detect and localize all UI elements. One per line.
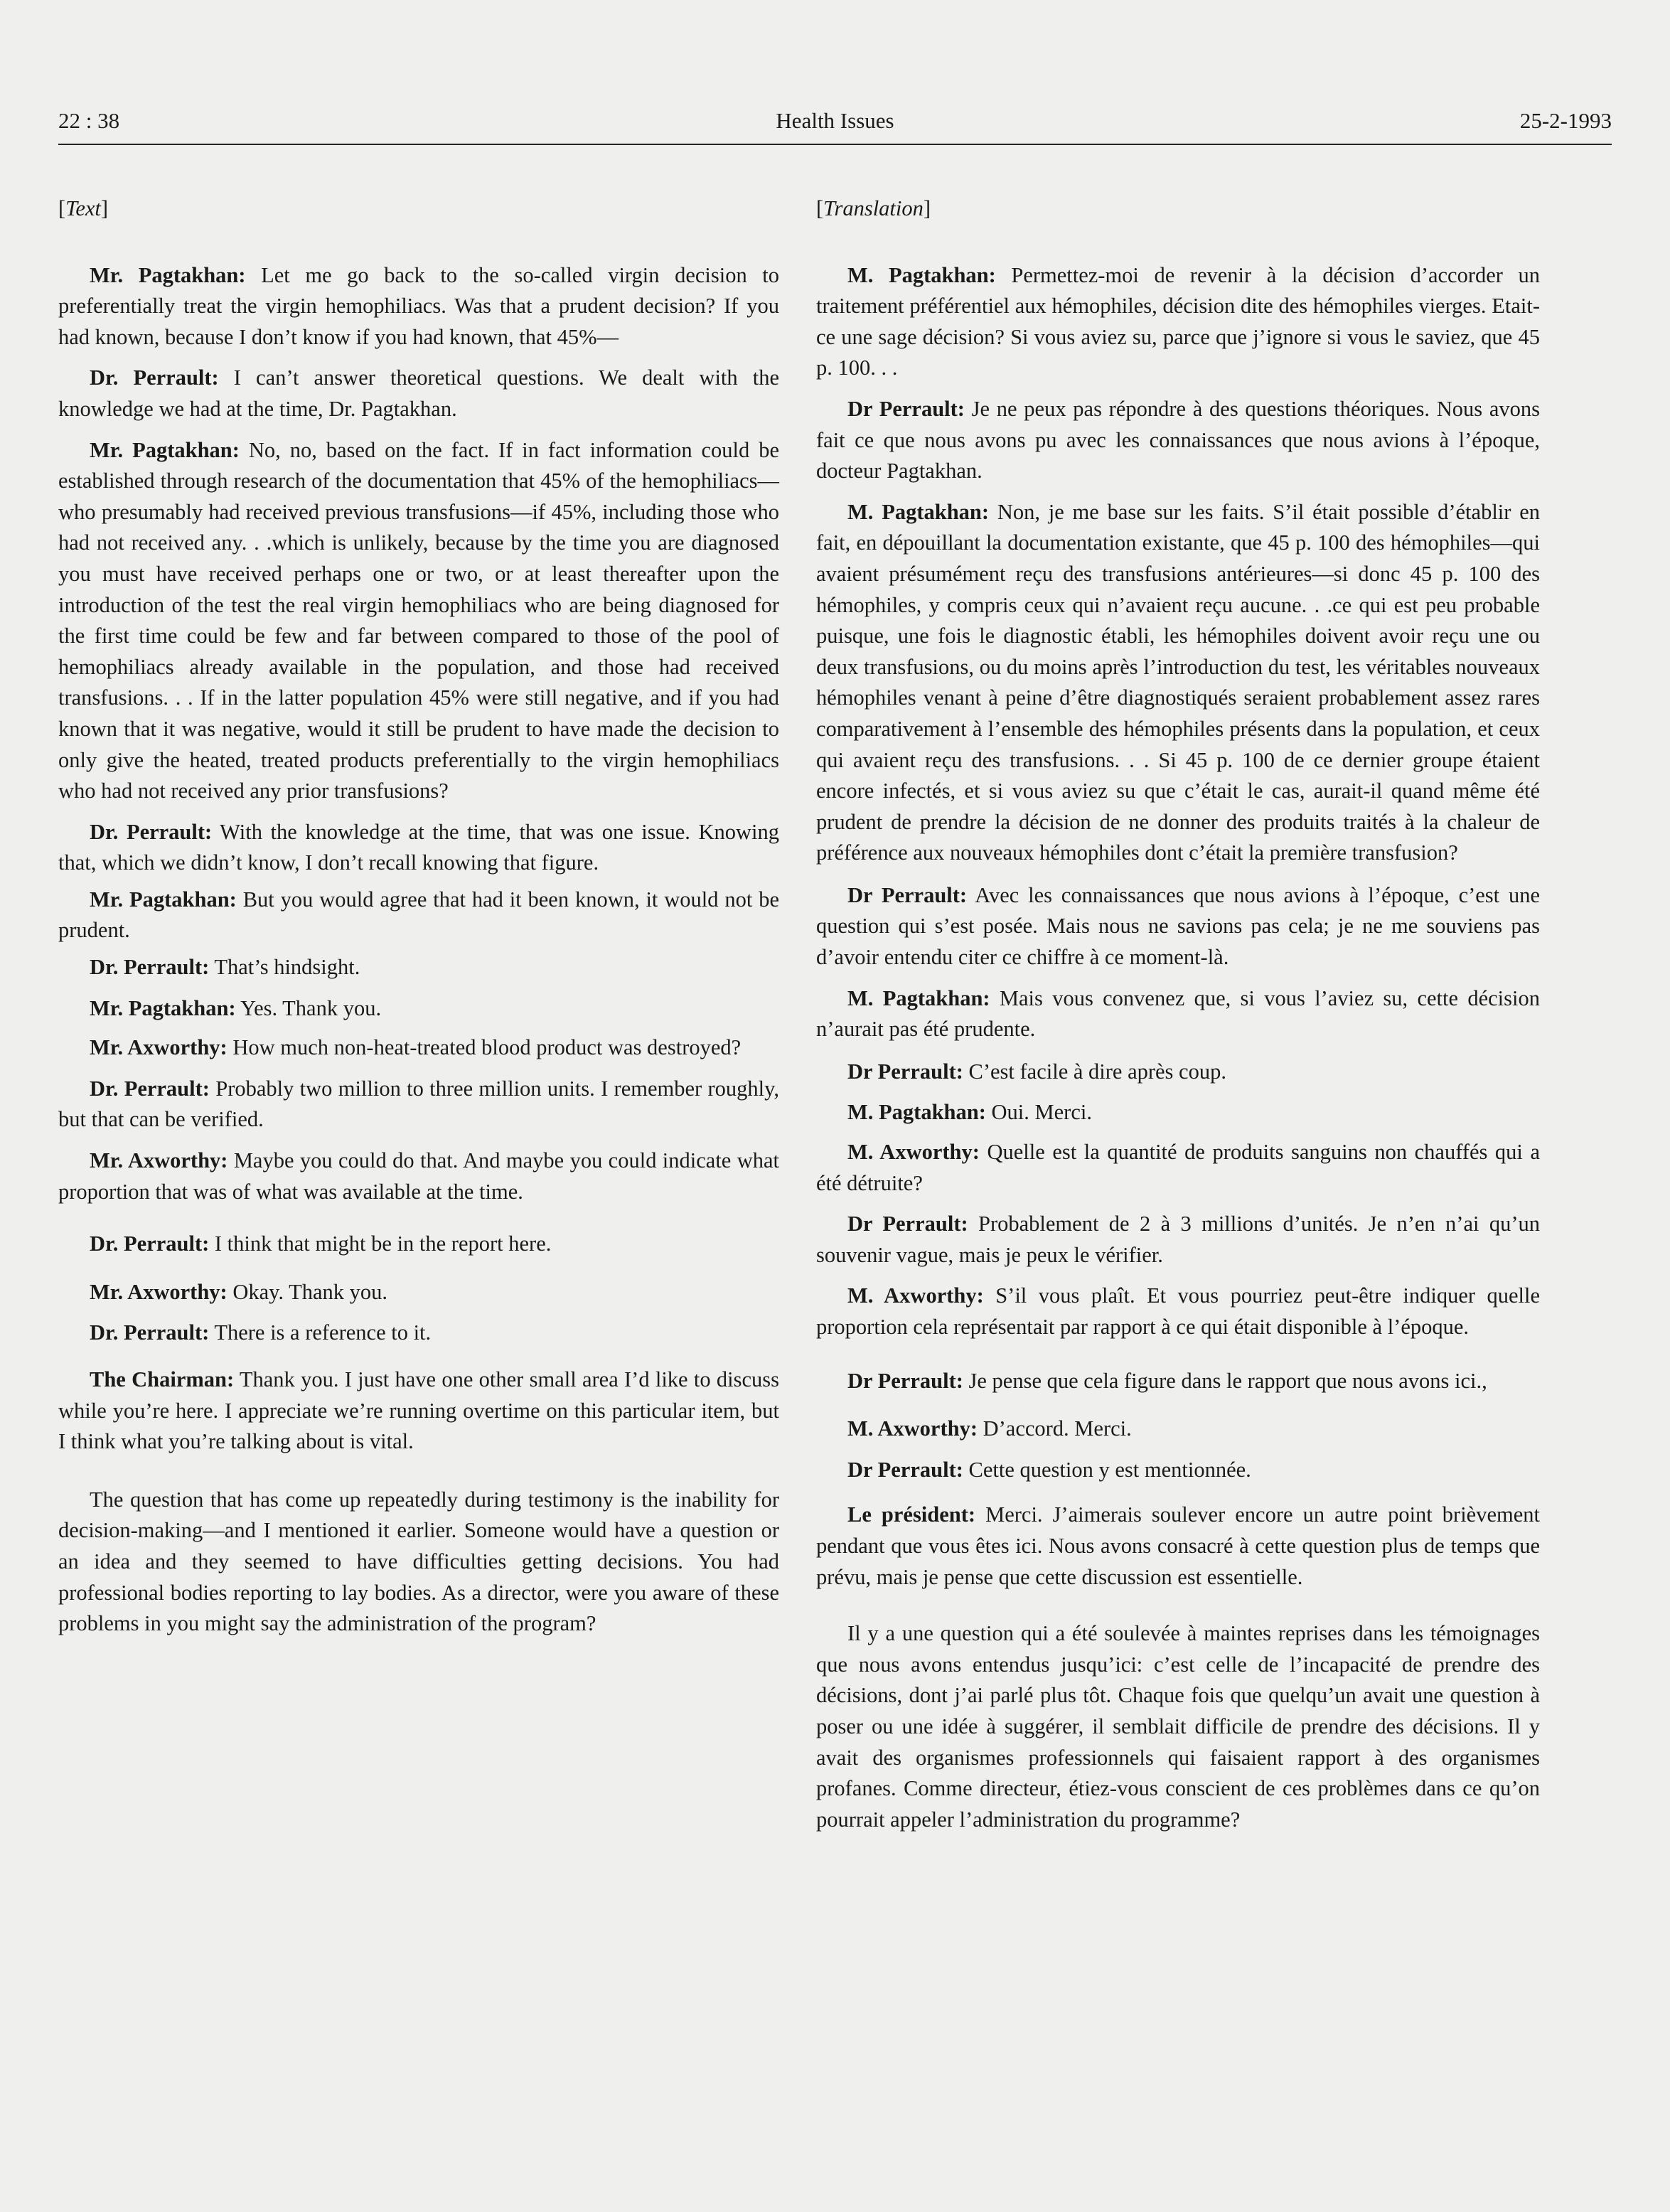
speaker-name: Mr. Axworthy: — [90, 1035, 228, 1060]
speaker-name: Dr Perrault: — [847, 1368, 963, 1393]
speaker-name: Mr. Pagtakhan: — [90, 437, 240, 462]
transcript-paragraph — [816, 1500, 1540, 1593]
speaker-name: Mr. Pagtakhan: — [90, 262, 246, 287]
transcript-paragraph — [816, 880, 1540, 973]
speaker-name: M. Axworthy: — [847, 1283, 984, 1308]
speech-text: But you would agree that had it been known, it would not be prudent. — [58, 887, 779, 943]
transcript-paragraph — [58, 1485, 779, 1640]
transcript-paragraph — [816, 1414, 1540, 1445]
speaker-name: Mr. Axworthy: — [90, 1148, 228, 1173]
speech-text: There is a reference to it. — [209, 1320, 432, 1345]
page-date: 25-2-1993 — [1519, 108, 1612, 133]
speech-text: The question that has come up repeatedly during testimony is the inability for decision-making—and I mentioned it earlier. Someone would have a question or an idea and they seemed to have difficulties getting decisions. You had professional bodies reporting to lay bodies. As a director, were you aware of these problems in you might say the administration of the program? — [58, 1487, 779, 1636]
transcript-paragraph — [816, 1057, 1540, 1088]
speech-text: Oui. Merci. — [985, 1100, 1092, 1125]
english-column — [58, 193, 779, 1640]
transcript-paragraph — [816, 1281, 1540, 1342]
speech-text: Thank you. I just have one other small area I’d like to discuss while you’re here. I appreciate we’re running overtime on this particular item, but I think what you’re talking about is vital. — [58, 1367, 779, 1454]
speaker-name: Dr. Perrault: — [90, 1076, 210, 1101]
speaker-name: Dr Perrault: — [847, 1212, 968, 1236]
speaker-name: M. Pagtakhan: — [847, 499, 990, 524]
column-label-translation: [Translation] — [816, 196, 931, 220]
transcript-paragraph — [58, 260, 779, 353]
column-label-text: [Text] — [58, 196, 109, 220]
page-header — [58, 108, 1612, 145]
transcript-paragraph — [816, 983, 1540, 1045]
speaker-name: Dr Perrault: — [847, 882, 968, 907]
transcript-paragraph — [816, 394, 1540, 487]
speech-text: Permettez-moi de revenir à la décision d’accorder un traitement préférentiel aux hémophiles, décision dite des hémophiles vierges. Etait-ce une sage décision? Si vous aviez su, parce que j’ignore si vous le saviez, que 45 p. 100. . . — [816, 262, 1540, 380]
speaker-name: Dr. Perrault: — [90, 819, 213, 844]
speech-text: I think that might be in the report here. — [209, 1231, 552, 1256]
speaker-name: Mr. Pagtakhan: — [90, 995, 236, 1020]
speech-text: Cette question y est mentionnée. — [963, 1457, 1251, 1482]
speaker-name: Dr. Perrault: — [90, 1231, 210, 1256]
transcript-paragraph — [816, 260, 1540, 384]
speech-text: I can’t answer theoretical questions. We dealt with the knowledge we had at the time, Dr. Pagtakhan. — [58, 365, 779, 421]
speaker-name: Dr. Perrault: — [90, 955, 210, 980]
speaker-name: Dr Perrault: — [847, 1457, 963, 1482]
speaker-name: Dr Perrault: — [847, 1059, 963, 1084]
speech-text: How much non-heat-treated blood product was destroyed? — [227, 1035, 742, 1060]
speaker-name: Le président: — [847, 1502, 976, 1527]
speaker-name: Dr. Perrault: — [90, 1320, 210, 1345]
speech-text: Okay. Thank you. — [227, 1279, 388, 1304]
transcript-paragraph — [816, 1618, 1540, 1835]
speech-text: Probably two million to three million units. I remember roughly, but that can be verified. — [58, 1076, 779, 1132]
speaker-name: Dr Perrault: — [847, 396, 965, 421]
speech-text: Mais vous convenez que, si vous l’aviez su, cette décision n’aurait pas été prudente. — [816, 985, 1540, 1042]
transcript-paragraph — [816, 1366, 1540, 1397]
speaker-name: Mr. Axworthy: — [90, 1279, 228, 1304]
transcript-paragraph — [58, 993, 779, 1025]
speech-text: Quelle est la quantité de produits sanguins non chauffés qui a été détruite? — [816, 1140, 1540, 1195]
transcript-paragraph — [58, 1229, 779, 1260]
speech-text: Yes. Thank you. — [235, 995, 382, 1020]
transcript-paragraph — [58, 1318, 779, 1349]
speech-text: No, no, based on the fact. If in fact information could be established through research of the documentation that 45% of the hemophiliacs—who presumably had received previous transfusions—if 45%, including those who had not received any. . .which is unlikely, because by the time you are diagnosed you must have received perhaps one or two, or at least thereafter upon the introduction of the test the real virgin hemophiliacs who are being diagnosed for the first time could be few and far between compared to those of the pool of hemophiliacs already available in the population, and those had received transfusions. . . If in the latter population 45% were still negative, and if you had known that it was negative, would it still be prudent to have made the decision to only give the heated, treated products preferentially to the virgin hemophiliacs who had not received any prior transfusions? — [58, 437, 779, 803]
transcript-paragraph — [58, 952, 779, 983]
speaker-name: M. Pagtakhan: — [847, 1100, 986, 1125]
transcript-paragraph — [58, 817, 779, 879]
speech-text: Avec les connaissances que nous avions à l’époque, c’est une question qui s’est posée. Mais nous ne savions pas cela; je ne me souviens pas d’avoir entendu citer ce chiffre à ce moment-là. — [816, 882, 1540, 970]
transcript-paragraph — [816, 1097, 1540, 1128]
transcript-paragraph — [816, 1209, 1540, 1271]
speech-text: D’accord. Merci. — [977, 1416, 1132, 1441]
transcript-paragraph — [58, 1074, 779, 1136]
speaker-name: M. Axworthy: — [847, 1140, 980, 1165]
speaker-name: Dr. Perrault: — [90, 365, 219, 390]
running-title: Health Issues — [776, 108, 894, 133]
speech-text: C’est facile à dire après coup. — [963, 1059, 1226, 1084]
speech-text: Merci. J’aimerais soulever encore un autre point brièvement pendant que vous êtes ici. Nous avons consacré à cette question plus de temps que prévu, mais je pense que cette discussion est essentielle. — [816, 1502, 1540, 1589]
transcript-paragraph — [816, 1455, 1540, 1486]
speech-text: Il y a une question qui a été soulevée à maintes reprises dans les témoignages que nous avons entendus jusqu’ici: c’est celle de l’incapacité de prendre des décisions, dont j’ai parlé plus tôt. Chaque fois que quelqu’un avait une question à poser ou une idée à suggérer, il semblait difficile de prendre des décisions. Il y avait des organismes professionnels qui faisaient rapport à des organismes profanes. Comme directeur, étiez-vous conscient de ces problèmes dans ce qu’on pourrait appeler l’administration du programme? — [816, 1621, 1540, 1832]
transcript-paragraph — [816, 497, 1540, 869]
transcript-paragraph — [58, 1277, 779, 1308]
speech-text: S’il vous plaît. Et vous pourriez peut-être indiquer quelle proportion cela représentait par rapport à ce qui était disponible à l’époque. — [816, 1283, 1540, 1339]
speaker-name: M. Pagtakhan: — [847, 262, 996, 287]
page-number: 22 : 38 — [58, 108, 120, 133]
speech-text: Je ne peux pas répondre à des questions théoriques. Nous avons fait ce que nous avons pu avec les connaissances que nous avions à l’époque, docteur Pagtakhan. — [816, 396, 1540, 483]
speaker-name: Mr. Pagtakhan: — [90, 887, 237, 912]
speech-text: That’s hindsight. — [209, 955, 360, 980]
transcript-paragraph — [58, 363, 779, 424]
speech-text: Let me go back to the so-called virgin decision to preferentially treat the virgin hemophiliacs. Was that a prudent decision? If you had known, because I don’t know if you had known, that 45%— — [58, 262, 780, 349]
speech-text: Je pense que cela figure dans le rapport que nous avons ici., — [963, 1368, 1487, 1393]
speaker-name: The Chairman: — [90, 1367, 235, 1391]
transcript-paragraph — [58, 1145, 779, 1207]
speech-text: Maybe you could do that. And maybe you could indicate what proportion that was of what was available at the time. — [58, 1148, 779, 1204]
transcript-paragraph — [816, 1137, 1540, 1199]
speaker-name: M. Pagtakhan: — [847, 985, 990, 1010]
transcript-paragraph — [58, 885, 779, 946]
french-column — [816, 193, 1540, 1835]
speech-text: Probablement de 2 à 3 millions d’unités. Je n’en n’ai qu’un souvenir vague, mais je peux le vérifier. — [816, 1212, 1541, 1267]
transcript-paragraph — [58, 1032, 779, 1064]
speech-text: With the knowledge at the time, that was one issue. Knowing that, which we didn’t know, I don’t recall knowing that figure. — [58, 819, 779, 875]
speech-text: Non, je me base sur les faits. S’il était possible d’établir en fait, en dépouillant la documentation existante, que 45 p. 100 des hémophiles—qui avaient présumément reçu des transfusions antérieures—si donc 45 p. 100 des hémophiles, y compris ceux qui n’avaient reçu aucune. . .ce qui est peu probable puisque, une fois le diagnostic établi, les hémophiles doivent avoir reçu une ou deux transfusions, ou du moins après l’introduction du test, les véritables nouveaux hémophiles venant à peine d’être diagnostiqués seraient probablement assez rares comparativement à l’ensemble des hémophiles présents dans la population, et ceux qui avaient reçu des transfusions. . . Si 45 p. 100 de ce dernier groupe étaient encore infectés, et si vous aviez su que c’était le cas, aurait-il quand même été prudent de prendre la décision de ne donner des produits traités à la chaleur de préférence aux nouveaux hémophiles dont c’était la première transfusion? — [816, 499, 1540, 865]
transcript-paragraph — [58, 435, 779, 807]
speaker-name: M. Axworthy: — [847, 1416, 978, 1441]
transcript-paragraph — [58, 1364, 779, 1458]
